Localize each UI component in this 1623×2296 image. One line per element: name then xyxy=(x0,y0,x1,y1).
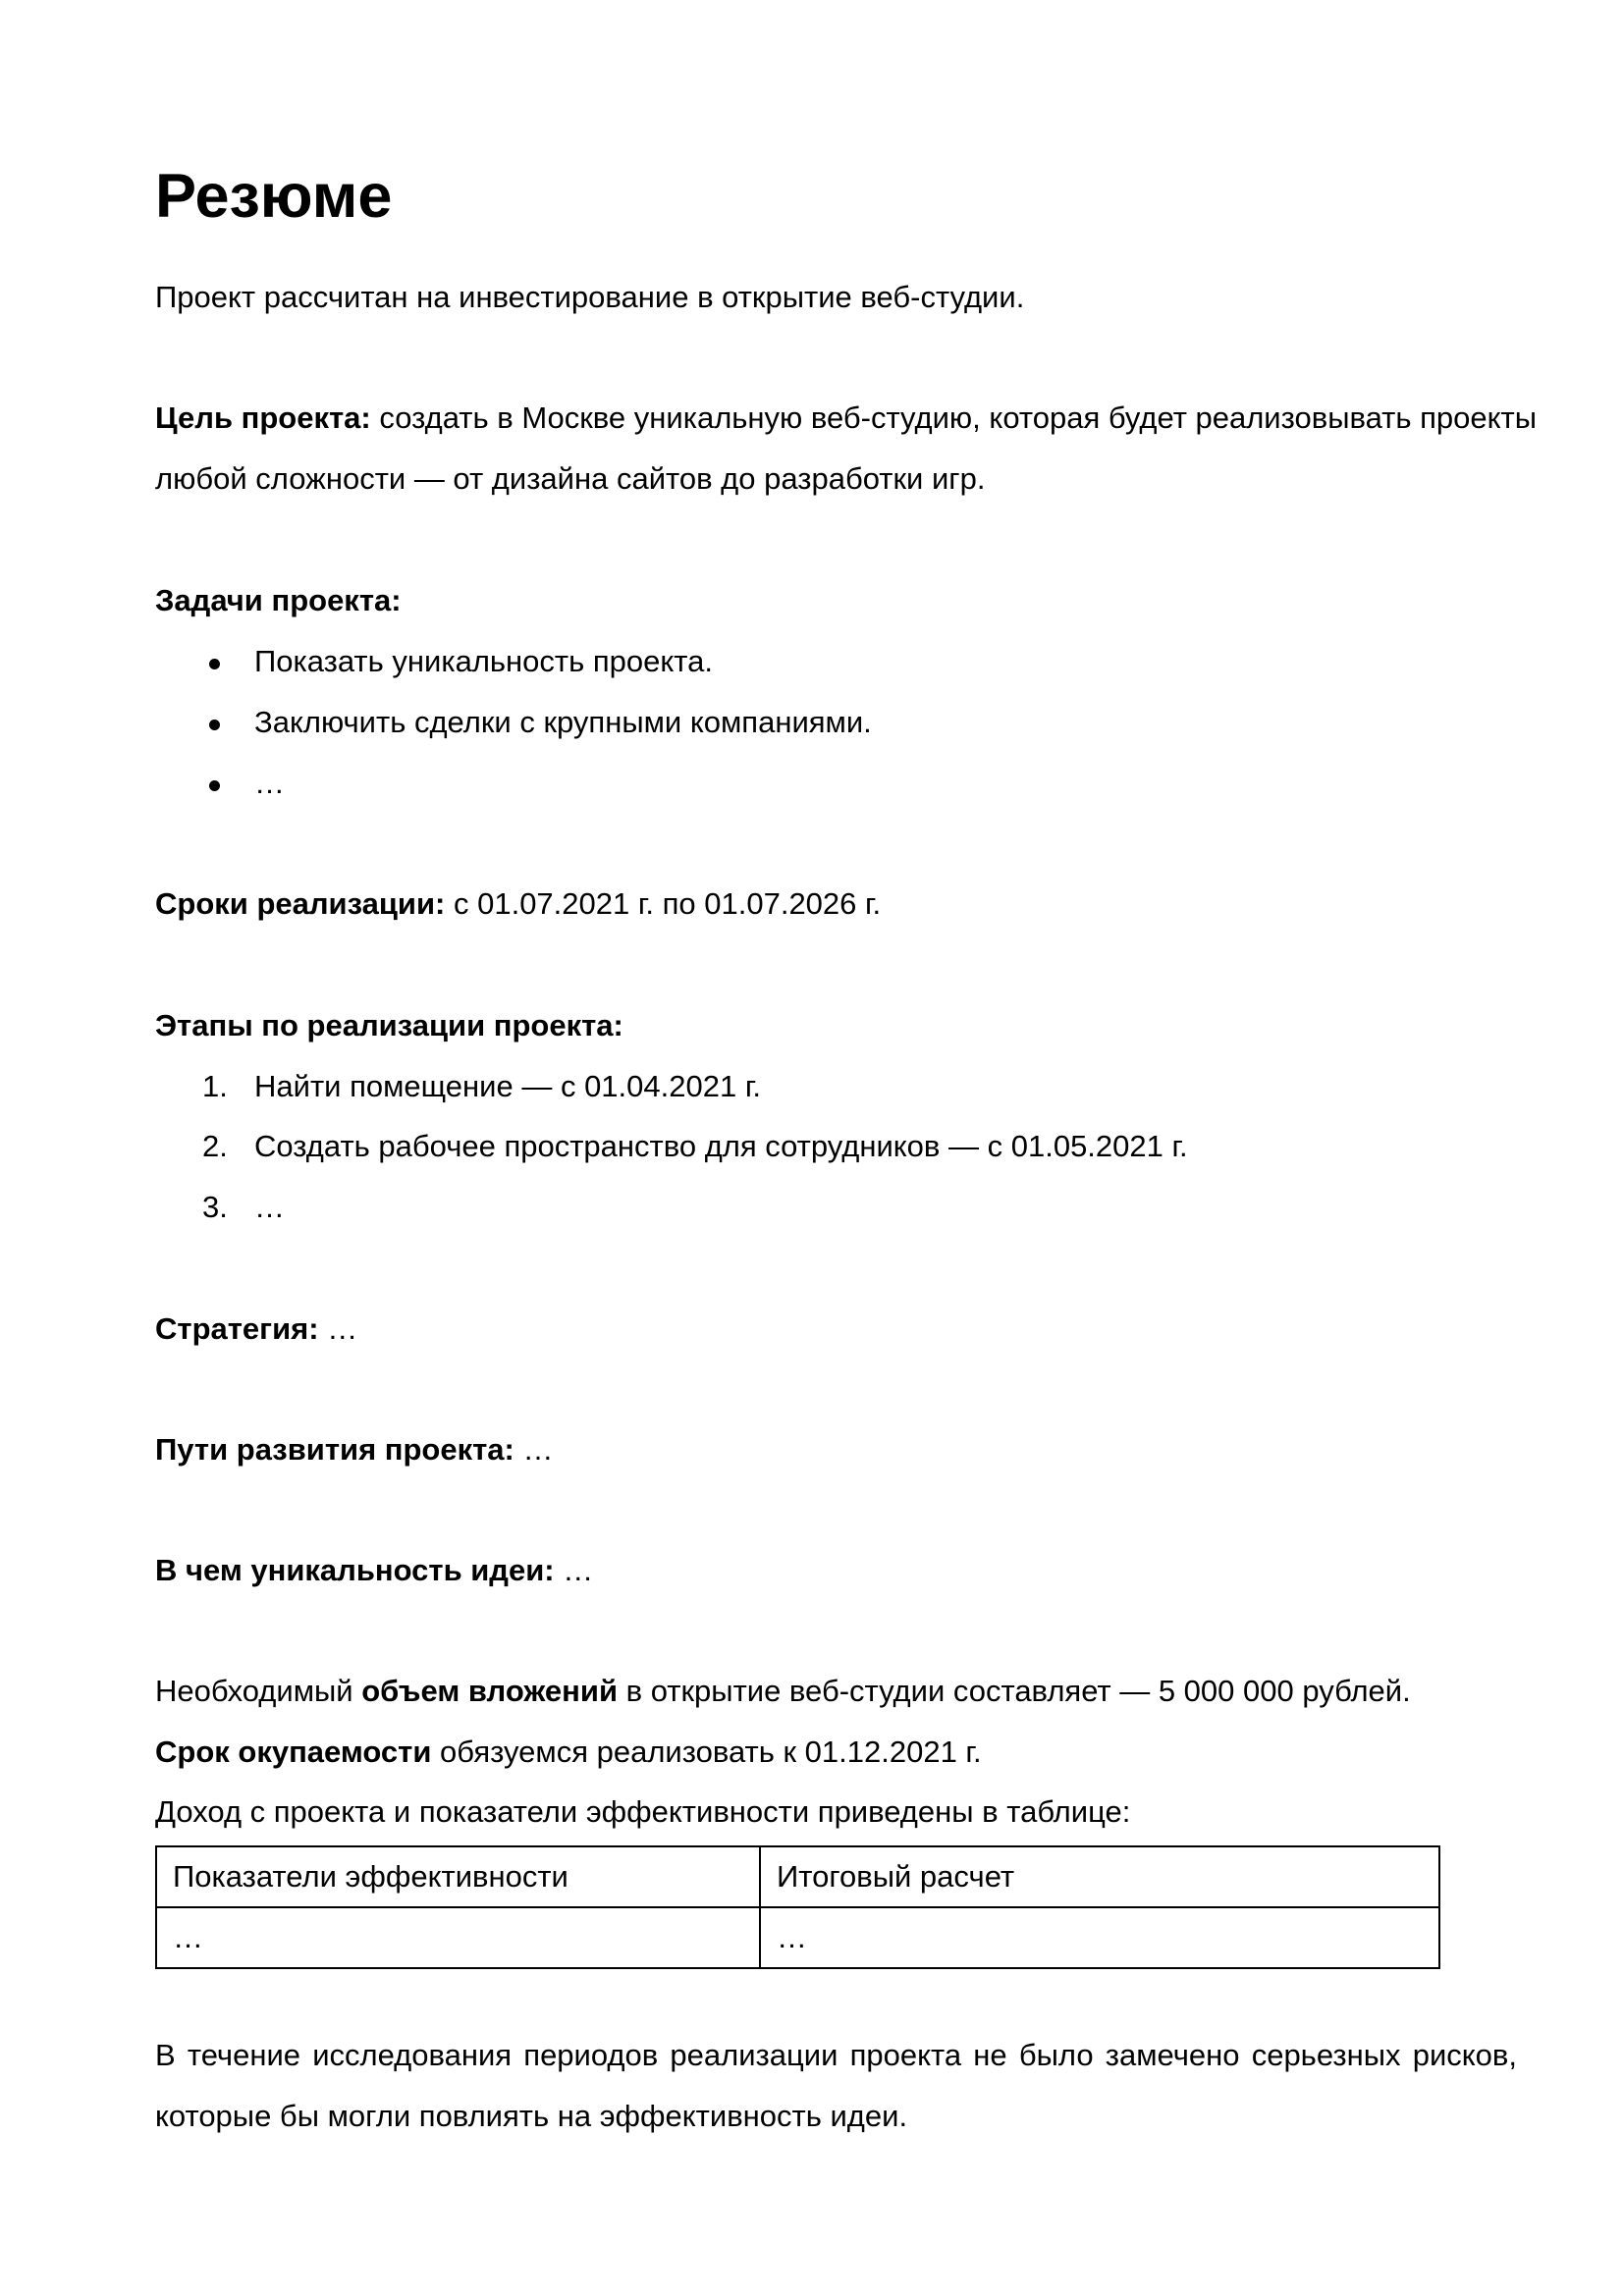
investment-suffix: в открытие веб-студии составляет — 5 000 000 рублей. xyxy=(625,1674,1411,1708)
table-cell: … xyxy=(156,1907,760,1968)
stage-number: 3. xyxy=(202,1190,228,1224)
table-cell: … xyxy=(760,1907,1439,1968)
task-item: Показать уникальность проекта. xyxy=(254,644,713,678)
timeline-paragraph xyxy=(155,884,881,924)
stage-item: … xyxy=(254,1190,285,1224)
strategy-label: Стратегия: xyxy=(155,1311,319,1346)
bullet-icon xyxy=(209,720,220,730)
intro-paragraph: Проект рассчитан на инвестирование в открытие веб-студии. xyxy=(155,280,1025,314)
goal-label: Цель проекта: xyxy=(155,400,371,435)
kpi-table xyxy=(155,1845,1440,1969)
table-row xyxy=(156,1907,1439,1968)
table-header-cell: Итоговый расчет xyxy=(760,1846,1439,1907)
table-header-row xyxy=(156,1846,1439,1907)
investment-paragraph xyxy=(155,1672,1411,1711)
stage-number: 1. xyxy=(202,1069,228,1103)
uniqueness-label: В чем уникальность идеи: xyxy=(155,1553,555,1587)
development-value: … xyxy=(522,1432,554,1467)
timeline-label: Сроки реализации: xyxy=(155,886,446,921)
goal-text: создать в Москве уникальную веб-студию, которая будет реализовывать проекты xyxy=(379,400,1538,435)
stage-item: Создать рабочее пространство для сотрудников — с 01.05.2021 г. xyxy=(254,1129,1188,1163)
strategy-paragraph xyxy=(155,1309,357,1349)
task-item: Заключить сделки с крупными компаниями. xyxy=(254,705,872,739)
stage-item: Найти помещение — с 01.04.2021 г. xyxy=(254,1069,761,1103)
risks-line-2: которые бы могли повлиять на эффективность идеи. xyxy=(155,2099,908,2133)
payback-paragraph xyxy=(155,1733,982,1772)
tasks-heading: Задачи проекта: xyxy=(155,583,402,617)
development-paragraph xyxy=(155,1430,554,1469)
payback-suffix: обязуемся реализовать к 01.12.2021 г. xyxy=(440,1735,982,1769)
page-title: Резюме xyxy=(155,162,393,231)
uniqueness-value: … xyxy=(563,1553,594,1587)
investment-prefix: Необходимый xyxy=(155,1674,353,1708)
investment-emphasis: объем вложений xyxy=(361,1674,619,1708)
table-intro: Доход с проекта и показатели эффективности приведены в таблице: xyxy=(155,1794,1131,1829)
strategy-value: … xyxy=(327,1311,358,1346)
stages-heading: Этапы по реализации проекта: xyxy=(155,1008,623,1042)
goal-line-2: любой сложности — от дизайна сайтов до разработки игр. xyxy=(155,461,986,496)
risks-line-1: В течение исследования периодов реализации проекта не было замечено серьезных рисков, xyxy=(155,2038,1517,2072)
bullet-icon xyxy=(209,780,220,791)
uniqueness-paragraph xyxy=(155,1551,593,1590)
goal-line-1 xyxy=(155,399,1537,438)
development-label: Пути развития проекта: xyxy=(155,1432,514,1467)
payback-emphasis: Срок окупаемости xyxy=(155,1735,432,1769)
stage-number: 2. xyxy=(202,1129,228,1163)
table-header-cell: Показатели эффективности xyxy=(156,1846,760,1907)
task-item: … xyxy=(254,766,285,800)
timeline-value: с 01.07.2021 г. по 01.07.2026 г. xyxy=(453,886,882,921)
bullet-icon xyxy=(209,659,220,669)
